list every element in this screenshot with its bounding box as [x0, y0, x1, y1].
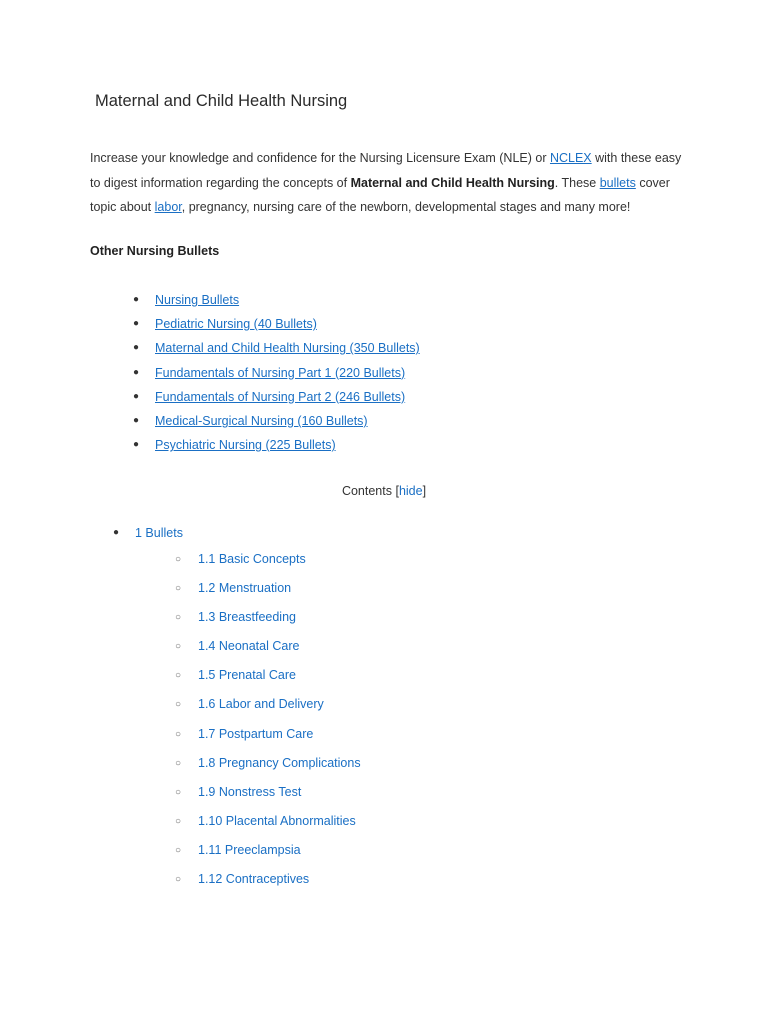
bullet-icon: ●: [133, 294, 140, 305]
toc-link[interactable]: 1.11 Preeclampsia: [198, 842, 301, 857]
circle-bullet-icon: ○: [175, 699, 182, 711]
bracket-open: [: [395, 484, 399, 498]
toc-link-bullets[interactable]: 1 Bullets: [135, 526, 183, 540]
circle-bullet-icon: ○: [175, 554, 182, 565]
nursing-bullets-link[interactable]: Nursing Bullets: [155, 293, 240, 307]
toc-link[interactable]: 1.1 Basic Concepts: [198, 552, 306, 566]
toc-link[interactable]: 1.8 Pregnancy Complications: [198, 755, 361, 770]
toc-link[interactable]: 1.12 Contraceptives: [198, 872, 310, 887]
page-title: Maternal and Child Health Nursing: [95, 92, 348, 110]
circle-bullet-icon: ○: [175, 641, 182, 653]
bullet-icon: ●: [113, 527, 120, 538]
intro-bold-topic: Maternal and Child Health Nursing: [350, 175, 555, 190]
bullet-icon: ●: [133, 318, 140, 330]
other-bullets-heading: Other Nursing Bullets: [90, 244, 220, 258]
contents-heading: [0, 484, 768, 498]
pediatric-nursing-link[interactable]: Pediatric Nursing (40 Bullets): [155, 317, 317, 332]
labor-link[interactable]: labor: [154, 200, 182, 214]
circle-bullet-icon: ○: [175, 728, 182, 740]
toc-link[interactable]: 1.9 Nonstress Test: [198, 784, 302, 799]
toc-link[interactable]: 1.6 Labor and Delivery: [198, 697, 324, 712]
circle-bullet-icon: ○: [175, 786, 182, 798]
bullet-icon: ●: [133, 342, 140, 354]
maternal-child-link[interactable]: Maternal and Child Health Nursing (350 Bullets): [155, 341, 420, 356]
toc-link[interactable]: 1.3 Breastfeeding: [198, 610, 296, 625]
intro-text-5: , pregnancy, nursing care of the newborn, developmental stages and many more!: [181, 200, 631, 214]
medical-surgical-link[interactable]: Medical-Surgical Nursing (160 Bullets): [155, 413, 368, 428]
bullets-link[interactable]: bullets: [599, 175, 636, 190]
circle-bullet-icon: ○: [175, 844, 182, 856]
intro-text-4: cover topic about: [90, 175, 670, 214]
hide-toggle-link[interactable]: hide: [398, 484, 423, 498]
bullet-icon: ●: [133, 414, 140, 426]
circle-bullet-icon: ○: [175, 815, 182, 827]
circle-bullet-icon: ○: [175, 874, 182, 886]
toc-link[interactable]: 1.7 Postpartum Care: [198, 726, 314, 741]
intro-paragraph: [90, 146, 690, 220]
toc-link[interactable]: 1.10 Placental Abnormalities: [198, 813, 356, 828]
circle-bullet-icon: ○: [175, 757, 182, 769]
fundamentals-part1-link[interactable]: Fundamentals of Nursing Part 1 (220 Bullets): [155, 365, 406, 380]
intro-text-3: . These: [554, 175, 600, 190]
intro-text-2: with these easy to digest information regarding the concepts of: [90, 151, 682, 190]
bullet-icon: ●: [133, 439, 140, 451]
bullet-icon: ●: [133, 390, 140, 402]
intro-text-1: Increase your knowledge and confidence for the Nursing Licensure Exam (NLE) or: [90, 151, 550, 165]
nclex-link[interactable]: NCLEX: [549, 151, 592, 165]
circle-bullet-icon: ○: [175, 612, 182, 624]
toc-link[interactable]: 1.2 Menstruation: [198, 581, 292, 596]
bullet-icon: ●: [133, 366, 140, 378]
toc-link[interactable]: 1.4 Neonatal Care: [198, 639, 300, 654]
circle-bullet-icon: ○: [175, 583, 182, 595]
fundamentals-part2-link[interactable]: Fundamentals of Nursing Part 2 (246 Bullets): [155, 389, 406, 404]
bracket-close: ]: [422, 484, 427, 498]
toc-link[interactable]: 1.5 Prenatal Care: [198, 668, 296, 683]
psychiatric-nursing-link[interactable]: Psychiatric Nursing (225 Bullets): [155, 438, 336, 453]
contents-label: Contents: [341, 484, 392, 498]
circle-bullet-icon: ○: [175, 670, 182, 682]
